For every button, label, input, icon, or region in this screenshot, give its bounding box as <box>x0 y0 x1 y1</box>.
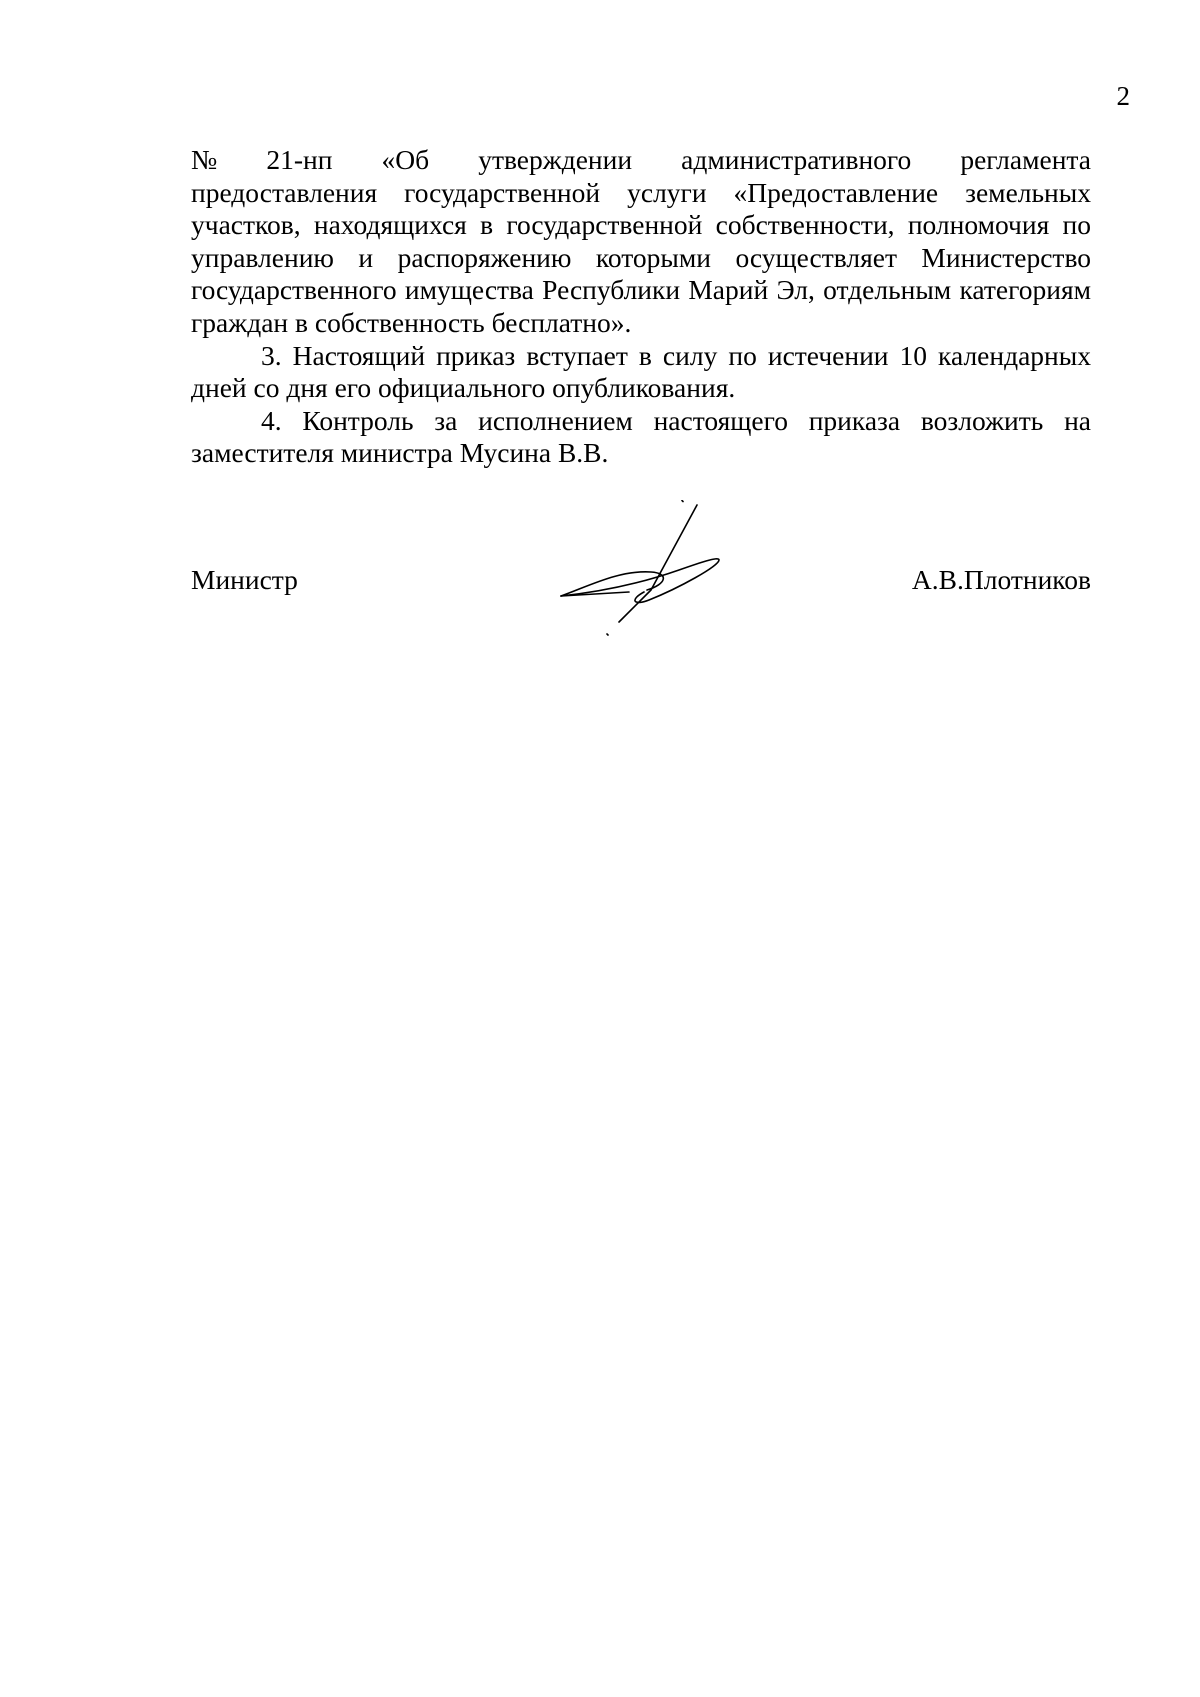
reference-line <box>191 144 1091 177</box>
reference-token: регламента <box>960 144 1091 175</box>
reference-token: административного <box>681 144 912 175</box>
handwritten-signature <box>559 500 749 645</box>
document-body <box>191 144 1091 470</box>
reference-token: 21-нп <box>266 144 333 175</box>
reference-token: утверждении <box>478 144 633 175</box>
paragraph-item-4: 4. Контроль за исполнением настоящего приказа возложить на заместителя министра Мусина В.В. <box>191 404 1091 469</box>
signatory-title: Министр <box>191 564 298 595</box>
paragraph-regulation-title: предоставления государственной услуги «Предоставление земельных участков, находящихся в государственной собственности, полномочия по управлению и распоряжению которыми осуществляет Министерство государственного имущества Республики Марий Эл, отдельным категориям граждан в собственность бесплатно». <box>191 176 1091 338</box>
reference-token: № <box>191 144 218 175</box>
reference-token: «Об <box>381 144 430 175</box>
page-number: 2 <box>1116 81 1130 111</box>
paragraph-item-3: 3. Настоящий приказ вступает в силу по истечении 10 календарных дней со дня его официального опубликования. <box>191 339 1091 404</box>
signatory-name: А.В.Плотников <box>911 564 1091 595</box>
signature-block <box>191 500 1091 650</box>
